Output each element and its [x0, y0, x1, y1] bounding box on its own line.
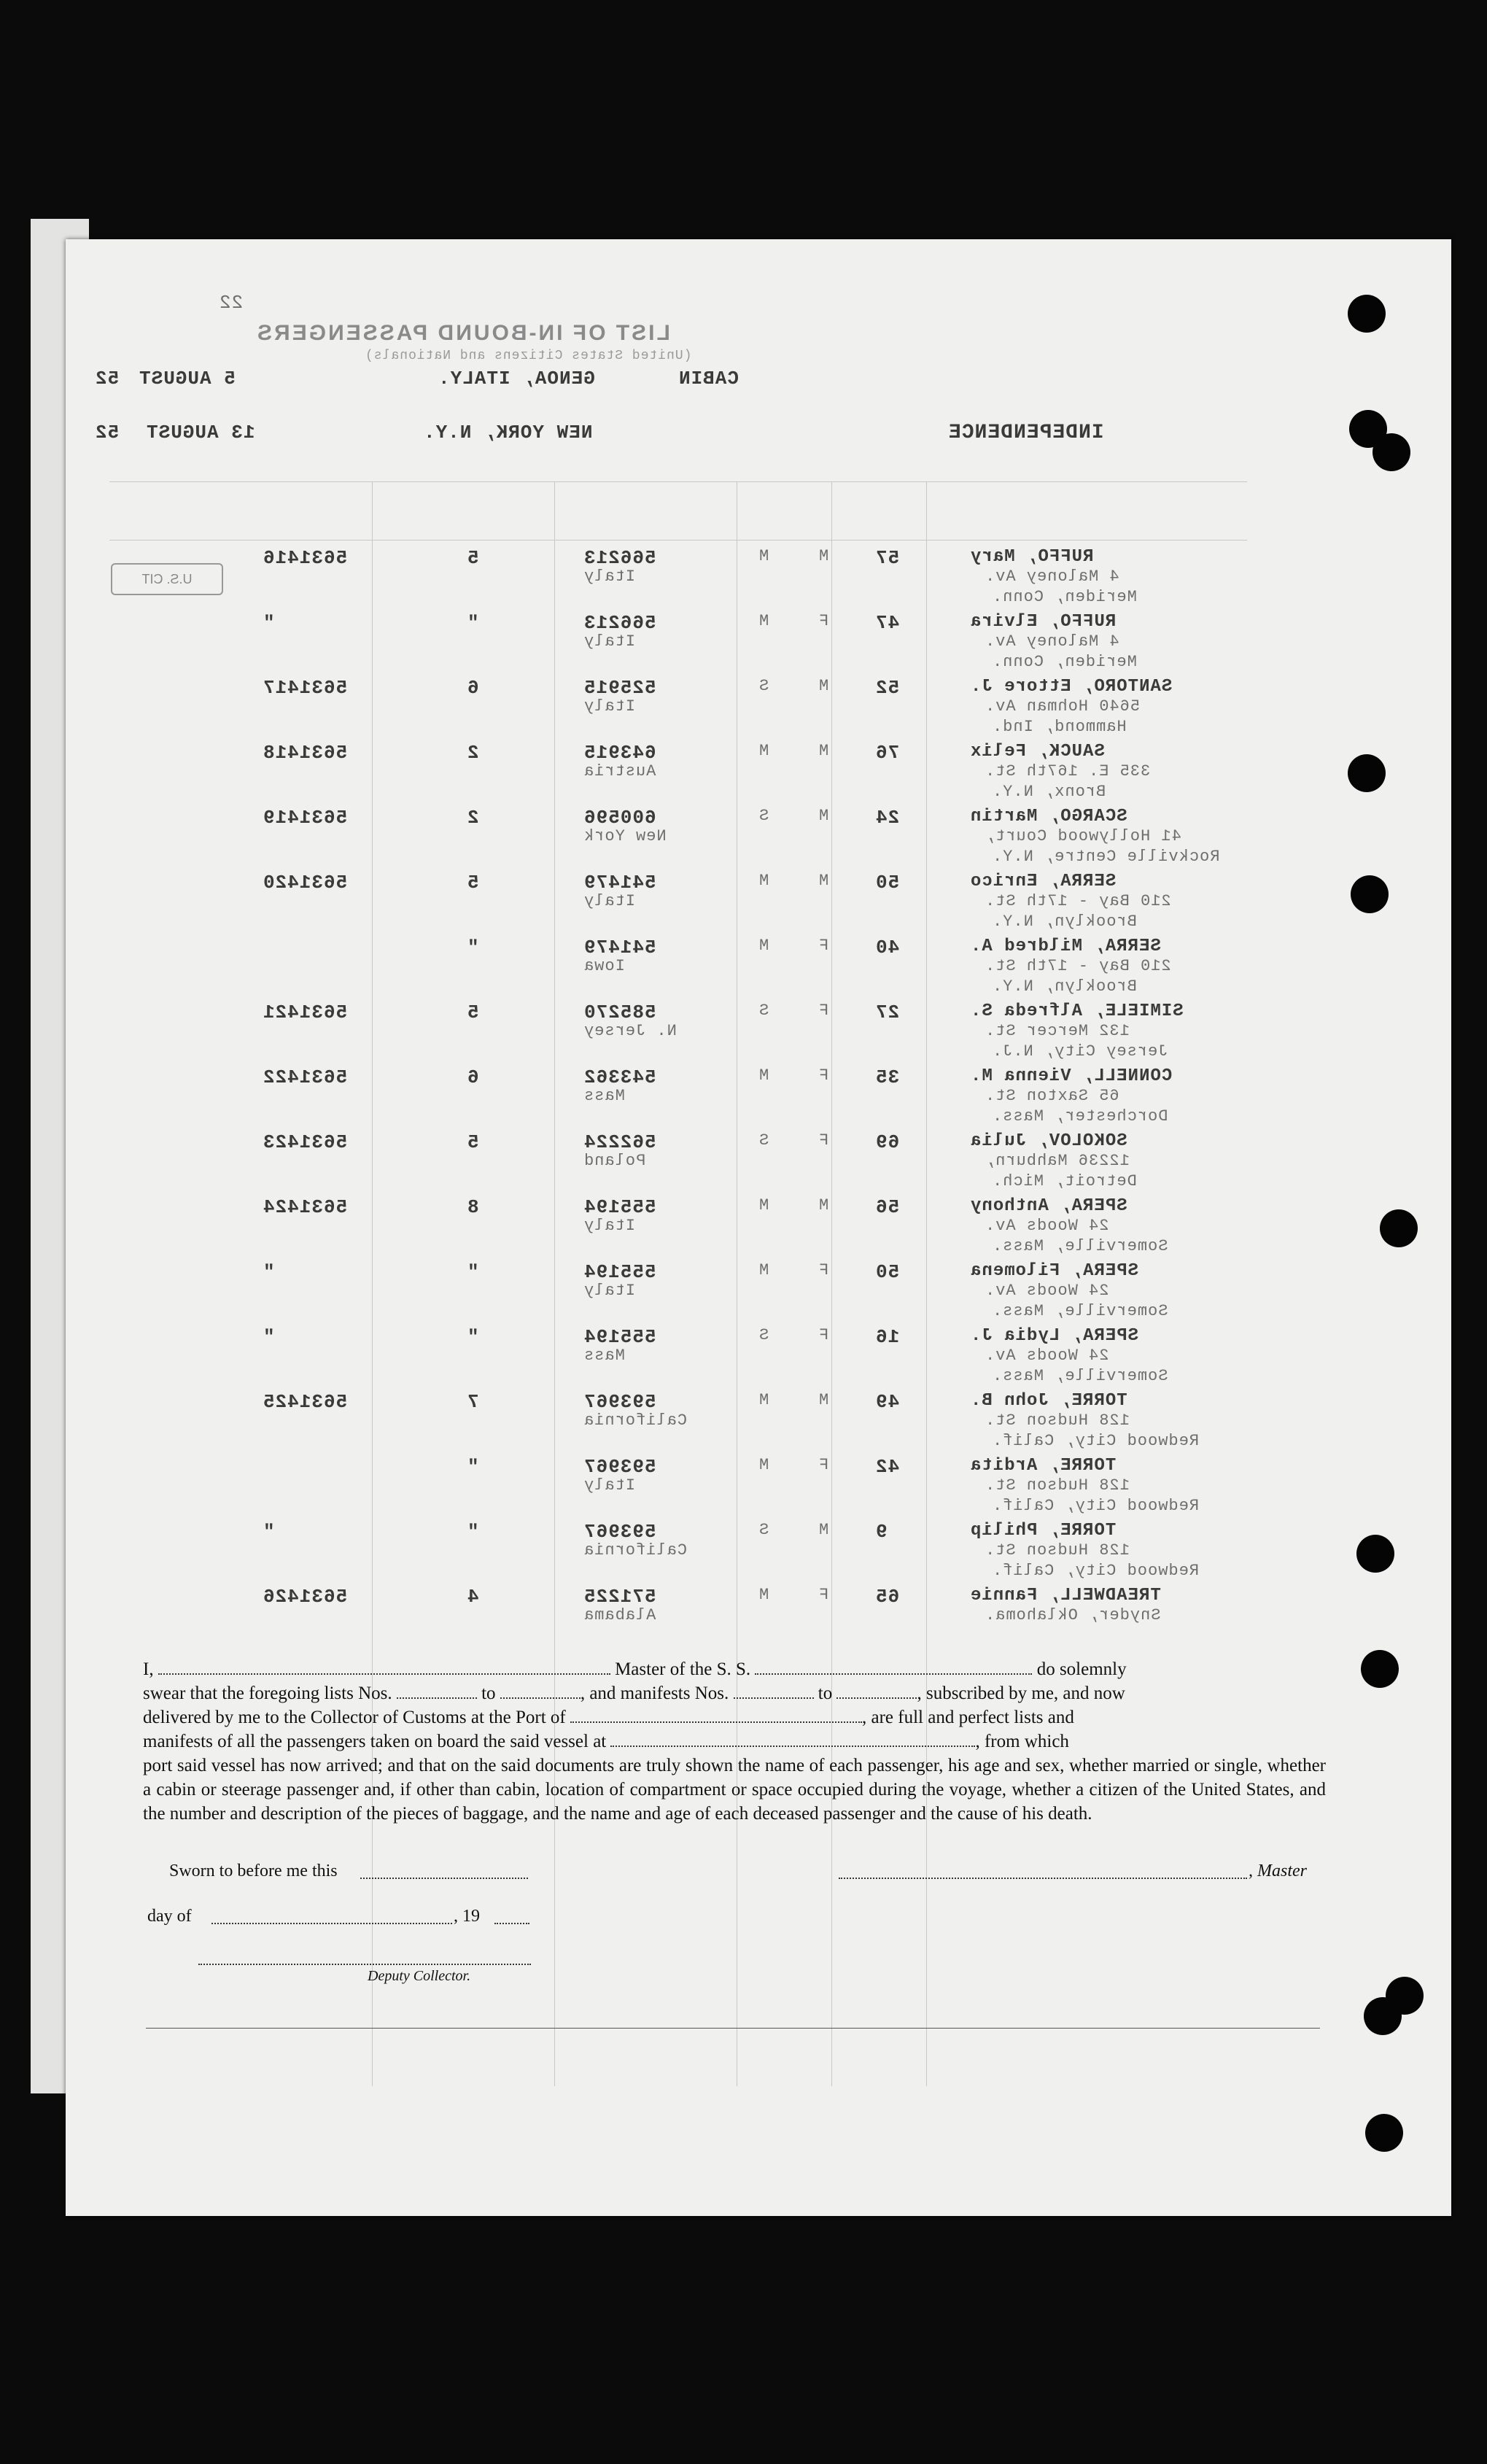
- passenger-name: SCARGO, Martin: [970, 807, 1127, 826]
- passenger-address-line: 335 E. 167th St.: [985, 762, 1151, 780]
- passenger-sex: F: [818, 1002, 829, 1020]
- passenger-sex: F: [818, 1456, 829, 1474]
- master-label: , Master: [1249, 1861, 1307, 1880]
- passenger-passport-number: 593967: [583, 1521, 656, 1543]
- passenger-address-line: Rockville Centre, N.Y.: [992, 848, 1220, 866]
- binder-hole: [1364, 1997, 1402, 2035]
- passenger-name: TORRE, Ardita: [970, 1456, 1117, 1476]
- passenger-marital-status: M: [758, 742, 769, 760]
- passenger-marital-status: M: [758, 1586, 769, 1604]
- passenger-sheet-number: 6: [467, 677, 479, 699]
- passenger-marital-status: M: [758, 1196, 769, 1214]
- passenger-sheet-number: 2: [467, 807, 479, 829]
- passenger-marital-status: M: [758, 1261, 769, 1279]
- passenger-name: RUFFO, Elvira: [970, 612, 1117, 632]
- passenger-address-line: Detroit, Mich.: [992, 1172, 1137, 1190]
- binder-hole: [1348, 754, 1386, 792]
- passenger-ticket-number: 5631426: [263, 1586, 348, 1608]
- oath-statement: [143, 1657, 1326, 1826]
- oath-full-perfect: , are full and perfect lists and: [862, 1708, 1074, 1727]
- passenger-age: 65: [875, 1586, 900, 1608]
- list-number: 22: [219, 292, 244, 314]
- passenger-name: SOKOLOV, Julia: [970, 1131, 1127, 1151]
- passenger-address-line: Brooklyn, N.Y.: [992, 977, 1137, 996]
- passenger-age: 42: [875, 1456, 900, 1478]
- passenger-marital-status: M: [758, 547, 769, 565]
- passenger-birthplace: Italy: [583, 1217, 636, 1235]
- passenger-passport-number: 643915: [583, 742, 656, 764]
- passenger-passport-number: 566213: [583, 547, 656, 569]
- passenger-birthplace: Alabama: [583, 1606, 656, 1624]
- passenger-sex: F: [818, 612, 829, 630]
- passenger-passport-number: 585270: [583, 1002, 656, 1023]
- passenger-address-line: 41 Hollywood Court,: [985, 827, 1181, 845]
- passenger-passport-number: 566213: [583, 612, 656, 634]
- passenger-passport-number: 562224: [583, 1131, 656, 1153]
- passenger-age: 16: [875, 1326, 900, 1348]
- passenger-birthplace: Mass: [583, 1347, 625, 1365]
- passenger-name: SPERA, Anthony: [970, 1196, 1127, 1216]
- passenger-birthplace: Mass: [583, 1087, 625, 1105]
- passenger-marital-status: M: [758, 937, 769, 955]
- passenger-sheet-number: 4: [467, 1586, 479, 1608]
- list-subtitle: (United States Citizens and Nationals): [365, 349, 692, 363]
- binder-hole: [1351, 875, 1389, 913]
- passenger-age: 27: [875, 1002, 900, 1023]
- passenger-address-line: Hammond, Ind.: [992, 718, 1127, 736]
- form-rule: [372, 481, 373, 2086]
- passenger-sheet-number: ": [467, 1261, 479, 1283]
- passenger-sheet-number: ": [467, 612, 479, 634]
- passenger-sex: M: [818, 807, 829, 825]
- oath-solemnly: do solemnly: [1036, 1659, 1127, 1679]
- binder-hole: [1365, 2114, 1403, 2152]
- passenger-name: RUFFO, Mary: [970, 547, 1094, 567]
- passenger-address-line: Somerville, Mass.: [992, 1367, 1168, 1385]
- passenger-address-line: Snyder, Oklahoma.: [985, 1606, 1161, 1624]
- passenger-address-line: 24 Woods Av.: [985, 1217, 1109, 1235]
- passenger-address-line: 128 Hudson St.: [985, 1411, 1130, 1430]
- passenger-birthplace: Poland: [583, 1152, 646, 1170]
- passenger-ticket-number: ": [263, 1326, 275, 1348]
- list-title: LIST OF IN-BOUND PASSENGERS: [255, 321, 670, 345]
- passenger-name: SPERA, Lydia J.: [970, 1326, 1139, 1346]
- passenger-address-line: 12236 Mahburn,: [985, 1152, 1130, 1170]
- deputy-collector-label: Deputy Collector.: [368, 1968, 471, 1984]
- header-arrival-port: NEW YORK, N.Y.: [423, 422, 593, 443]
- passenger-birthplace: New York: [583, 827, 667, 845]
- blank-master-name[interactable]: [158, 1673, 610, 1675]
- form-rule: [554, 481, 555, 2086]
- passenger-marital-status: S: [758, 1326, 769, 1344]
- passenger-passport-number: 600596: [583, 807, 656, 829]
- passenger-name: TORRE, John B.: [970, 1391, 1127, 1411]
- header-arrival-date: 13 AUGUST: [146, 422, 255, 443]
- passenger-marital-status: S: [758, 807, 769, 825]
- passenger-address-line: 5640 Hohman Av.: [985, 697, 1141, 716]
- passenger-sheet-number: 5: [467, 1002, 479, 1023]
- passenger-age: 56: [875, 1196, 900, 1218]
- header-vessel: INDEPENDENCE: [948, 422, 1104, 444]
- passenger-sex: M: [818, 1196, 829, 1214]
- passenger-sheet-number: 5: [467, 547, 479, 569]
- passenger-sheet-number: ": [467, 1521, 479, 1543]
- passenger-address-line: 132 Mercer St.: [985, 1022, 1130, 1040]
- blank-list-to[interactable]: [500, 1697, 581, 1699]
- passenger-address-line: Redwood City, Calif.: [992, 1497, 1200, 1515]
- passenger-sheet-number: 8: [467, 1196, 479, 1218]
- header-arrival-year: 52: [95, 422, 120, 443]
- form-rule: [146, 2028, 1320, 2029]
- form-rule: [831, 481, 832, 2086]
- manifest-page: [66, 239, 1451, 2216]
- passenger-sex: F: [818, 1586, 829, 1604]
- passenger-address-line: 24 Woods Av.: [985, 1282, 1109, 1300]
- oath-master-label: Master of the S. S.: [615, 1659, 751, 1679]
- blank-departure-port[interactable]: [610, 1746, 975, 1747]
- passenger-birthplace: Iowa: [583, 957, 625, 975]
- passenger-marital-status: S: [758, 1002, 769, 1020]
- blank-sworn-day[interactable]: [360, 1878, 528, 1879]
- sworn-label: Sworn to before me this: [169, 1861, 338, 1880]
- oath-taken-on-board: manifests of all the passengers taken on board the said vessel at: [143, 1732, 607, 1751]
- passenger-birthplace: Italy: [583, 697, 636, 716]
- passenger-passport-number: 571225: [583, 1586, 656, 1608]
- passenger-name: SERRA, Mildred A.: [970, 937, 1161, 956]
- header-departure-date: 5 AUGUST: [139, 368, 236, 390]
- binder-hole: [1380, 1209, 1418, 1247]
- passenger-ticket-number: 5631418: [263, 742, 348, 764]
- passenger-address-line: 4 Maloney Av.: [985, 632, 1119, 651]
- passenger-address-line: Redwood City, Calif.: [992, 1432, 1200, 1450]
- citizen-stamp-text: U.S. CIT: [141, 572, 193, 586]
- passenger-age: 9: [875, 1521, 888, 1543]
- passenger-birthplace: California: [583, 1411, 688, 1430]
- passenger-address-line: Brooklyn, N.Y.: [992, 913, 1137, 931]
- passenger-marital-status: M: [758, 612, 769, 630]
- passenger-age: 76: [875, 742, 900, 764]
- passenger-sex: F: [818, 1326, 829, 1344]
- passenger-address-line: Bronx, N.Y.: [992, 783, 1106, 801]
- oath-i-label: I,: [143, 1659, 154, 1679]
- passenger-sex: F: [818, 937, 829, 955]
- passenger-sheet-number: 7: [467, 1391, 479, 1413]
- passenger-marital-status: S: [758, 1131, 769, 1150]
- blank-manifest-to[interactable]: [836, 1697, 917, 1699]
- year-prefix: , 19: [454, 1907, 480, 1926]
- binder-hole: [1361, 1650, 1399, 1688]
- passenger-sheet-number: 5: [467, 872, 479, 894]
- passenger-age: 47: [875, 612, 900, 634]
- oath-collector: delivered by me to the Collector of Customs at the Port of: [143, 1708, 566, 1727]
- passenger-sheet-number: 6: [467, 1066, 479, 1088]
- passenger-address-line: Redwood City, Calif.: [992, 1562, 1200, 1580]
- passenger-sheet-number: ": [467, 937, 479, 958]
- passenger-passport-number: 555194: [583, 1326, 656, 1348]
- passenger-birthplace: Italy: [583, 632, 636, 651]
- passenger-passport-number: 555194: [583, 1261, 656, 1283]
- oath-subscribed: , subscribed by me, and now: [917, 1684, 1125, 1703]
- passenger-sex: M: [818, 1521, 829, 1539]
- passenger-ticket-number: 5631423: [263, 1131, 348, 1153]
- blank-deputy-signature[interactable]: [198, 1964, 531, 1965]
- passenger-age: 50: [875, 872, 900, 894]
- blank-manifest-from[interactable]: [734, 1697, 814, 1699]
- passenger-marital-status: M: [758, 1066, 769, 1085]
- passenger-passport-number: 541479: [583, 937, 656, 958]
- passenger-age: 35: [875, 1066, 900, 1088]
- passenger-marital-status: M: [758, 872, 769, 890]
- passenger-age: 69: [875, 1131, 900, 1153]
- header-from-port: GENOA, ITALY.: [438, 368, 595, 390]
- passenger-marital-status: S: [758, 677, 769, 695]
- form-rule: [926, 481, 927, 2086]
- passenger-address-line: 24 Woods Av.: [985, 1347, 1109, 1365]
- passenger-passport-number: 525915: [583, 677, 656, 699]
- passenger-birthplace: Italy: [583, 892, 636, 910]
- form-rule: [109, 481, 1247, 482]
- passenger-ticket-number: 5631421: [263, 1002, 348, 1023]
- passenger-address-line: 65 Saxton St.: [985, 1087, 1119, 1105]
- passenger-address-line: Dorchester, Mass.: [992, 1107, 1168, 1126]
- header-departure-year: 52: [95, 368, 120, 390]
- blank-list-from[interactable]: [397, 1697, 477, 1699]
- passenger-sex: M: [818, 742, 829, 760]
- passenger-birthplace: Italy: [583, 1282, 636, 1300]
- passenger-ticket-number: 5631424: [263, 1196, 348, 1218]
- passenger-address-line: 210 Bay - 17th St.: [985, 892, 1171, 910]
- passenger-age: 40: [875, 937, 900, 958]
- passenger-marital-status: S: [758, 1521, 769, 1539]
- binder-hole: [1373, 433, 1410, 471]
- passenger-address-line: Meriden, Conn.: [992, 588, 1137, 606]
- blank-month[interactable]: [211, 1923, 452, 1924]
- passenger-address-line: Meriden, Conn.: [992, 653, 1137, 671]
- passenger-name: TORRE, Philip: [970, 1521, 1117, 1541]
- passenger-name: SAUCK, Felix: [970, 742, 1105, 762]
- passenger-sheet-number: ": [467, 1456, 479, 1478]
- passenger-address-line: Somerville, Mass.: [992, 1302, 1168, 1320]
- passenger-ticket-number: 5631419: [263, 807, 348, 829]
- blank-year[interactable]: [494, 1923, 529, 1924]
- passenger-sex: M: [818, 1391, 829, 1409]
- passenger-age: 52: [875, 677, 900, 699]
- passenger-passport-number: 593967: [583, 1456, 656, 1478]
- passenger-ticket-number: 5631425: [263, 1391, 348, 1413]
- passenger-birthplace: Austria: [583, 762, 656, 780]
- passenger-address-line: 210 Bay - 17th St.: [985, 957, 1171, 975]
- passenger-sex: F: [818, 1131, 829, 1150]
- form-rule: [109, 540, 1247, 541]
- passenger-ticket-number: ": [263, 1521, 275, 1543]
- passenger-ticket-number: 5631420: [263, 872, 348, 894]
- passenger-ticket-number: ": [263, 612, 275, 634]
- passenger-ticket-number: ": [263, 1261, 275, 1283]
- passenger-passport-number: 555194: [583, 1196, 656, 1218]
- header-class: CABIN: [678, 368, 739, 390]
- passenger-passport-number: 593967: [583, 1391, 656, 1413]
- day-of-label: day of: [147, 1907, 192, 1926]
- passenger-marital-status: M: [758, 1391, 769, 1409]
- blank-port[interactable]: [570, 1721, 862, 1723]
- passenger-ticket-number: 5631417: [263, 677, 348, 699]
- passenger-marital-status: M: [758, 1456, 769, 1474]
- passenger-address-line: Jersey City, N.J.: [992, 1042, 1168, 1061]
- passenger-address-line: 128 Hudson St.: [985, 1541, 1130, 1560]
- passenger-ticket-number: 5631416: [263, 547, 348, 569]
- passenger-age: 50: [875, 1261, 900, 1283]
- passenger-sex: F: [818, 1066, 829, 1085]
- passenger-birthplace: Italy: [583, 1476, 636, 1495]
- passenger-name: SERRA, Enrico: [970, 872, 1117, 891]
- oath-to-2: to: [818, 1684, 833, 1703]
- passenger-sheet-number: 5: [467, 1131, 479, 1153]
- passenger-sheet-number: ": [467, 1326, 479, 1348]
- passenger-sex: M: [818, 872, 829, 890]
- passenger-birthplace: N. Jersey: [583, 1022, 677, 1040]
- passenger-name: CONNELL, Vienna M.: [970, 1066, 1173, 1086]
- passenger-age: 24: [875, 807, 900, 829]
- passenger-sheet-number: 2: [467, 742, 479, 764]
- passenger-address-line: 128 Hudson St.: [985, 1476, 1130, 1495]
- passenger-passport-number: 541479: [583, 872, 656, 894]
- oath-manifests: , and manifests Nos.: [580, 1684, 729, 1703]
- passenger-birthplace: California: [583, 1541, 688, 1560]
- passenger-ticket-number: 5631422: [263, 1066, 348, 1088]
- oath-from-which: , from which: [975, 1732, 1069, 1751]
- passenger-name: TREADWELL, Fannie: [970, 1586, 1161, 1605]
- citizen-stamp: [111, 563, 223, 595]
- passenger-age: 57: [875, 547, 900, 569]
- passenger-sex: F: [818, 1261, 829, 1279]
- binder-hole: [1348, 295, 1386, 333]
- oath-to-1: to: [481, 1684, 496, 1703]
- oath-body: port said vessel has now arrived; and that on the said documents are truly shown the name of each passenger, his age and sex, whether married or single, whether a cabin or steerage passenger and, if other than cabin, location of compartment or space occupied during the voyage, whether a citizen of the United States, and the number and description of the pieces of baggage, and the name and age of each deceased passenger and the cause of his death.: [143, 1756, 1326, 1824]
- passenger-address-line: 4 Maloney Av.: [985, 567, 1119, 586]
- passenger-age: 49: [875, 1391, 900, 1413]
- passenger-sex: M: [818, 677, 829, 695]
- binder-hole: [1356, 1535, 1394, 1573]
- oath-swear: swear that the foregoing lists Nos.: [143, 1684, 392, 1703]
- passenger-name: SIMIELE, Alfreda S.: [970, 1002, 1184, 1021]
- blank-master-signature[interactable]: [839, 1878, 1247, 1879]
- passenger-birthplace: Italy: [583, 567, 636, 586]
- passenger-address-line: Somerville, Mass.: [992, 1237, 1168, 1255]
- passenger-name: SANTORO, Ettore J.: [970, 677, 1173, 697]
- passenger-sex: M: [818, 547, 829, 565]
- passenger-passport-number: 543362: [583, 1066, 656, 1088]
- passenger-name: SPERA, Filomena: [970, 1261, 1139, 1281]
- blank-vessel-name[interactable]: [755, 1673, 1032, 1675]
